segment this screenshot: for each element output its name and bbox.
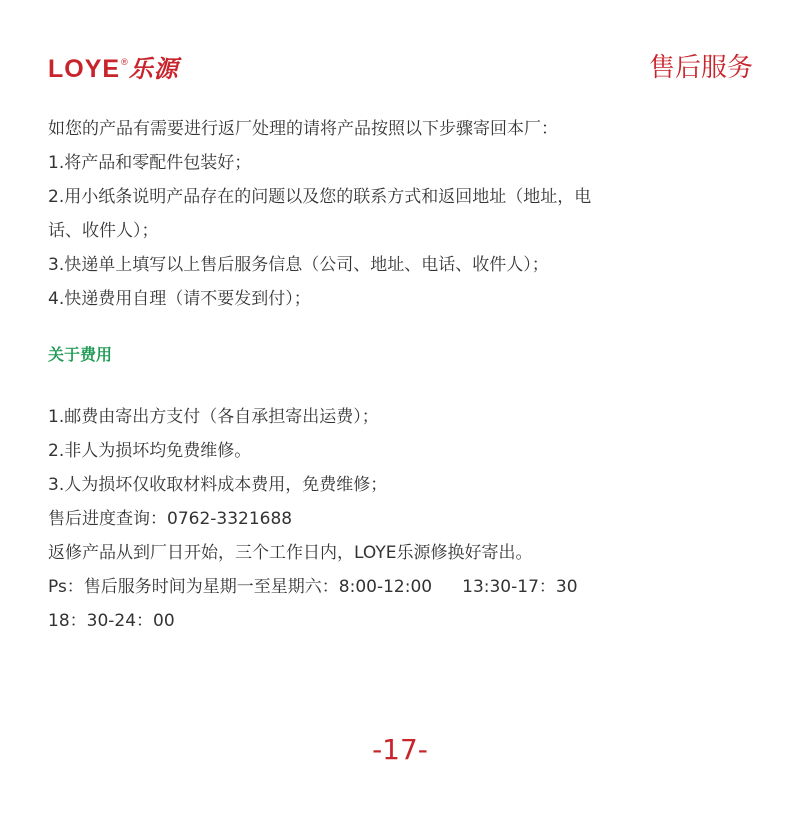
- service-hours-label: Ps：售后服务时间为星期一至星期六：8:00-12:00: [48, 577, 433, 597]
- service-hours-line: [48, 570, 688, 604]
- fees-details: [48, 400, 688, 638]
- service-hours-afternoon: 13:30-17：30: [462, 577, 578, 597]
- page-number: -17-: [372, 733, 428, 766]
- logo-registered-mark: ®: [121, 57, 128, 67]
- instruction-step-1: 1.将产品和零配件包装好；: [48, 153, 252, 173]
- service-phone-line: 售后进度查询：0762-3321688: [48, 509, 293, 529]
- logo-chinese-text: 乐源: [128, 54, 179, 83]
- fee-item-1: 1.邮费由寄出方支付（各自承担寄出运费）；: [48, 407, 379, 427]
- fee-item-3: 3.人为损坏仅收取材料成本费用，免费维修；: [48, 475, 388, 495]
- turnaround-line: 返修产品从到厂日开始，三个工作日内，LOYE乐源修换好寄出。: [48, 543, 533, 563]
- service-hours-evening: 18：30-24：00: [48, 611, 175, 631]
- return-instructions: [48, 112, 688, 316]
- logo-latin-text: LOYE: [48, 55, 121, 83]
- brand-logo: [48, 55, 179, 85]
- fee-item-2: 2.非人为损坏均免费维修。: [48, 441, 252, 461]
- instruction-step-3: 3.快递单上填写以上售后服务信息（公司、地址、电话、收件人）；: [48, 255, 549, 275]
- instruction-step-2: 2.用小纸条说明产品存在的问题以及您的联系方式和返回地址（地址，电: [48, 187, 592, 207]
- fees-section-title: 关于费用: [48, 345, 113, 364]
- instruction-step-4: 4.快递费用自理（请不要发到付）；: [48, 289, 311, 309]
- instruction-step-2-continued: 话、收件人）；: [48, 221, 159, 241]
- page-title: 售后服务: [648, 53, 753, 83]
- intro-heading-line: 如您的产品有需要进行返厂处理的请将产品按照以下步骤寄回本厂：: [48, 119, 558, 139]
